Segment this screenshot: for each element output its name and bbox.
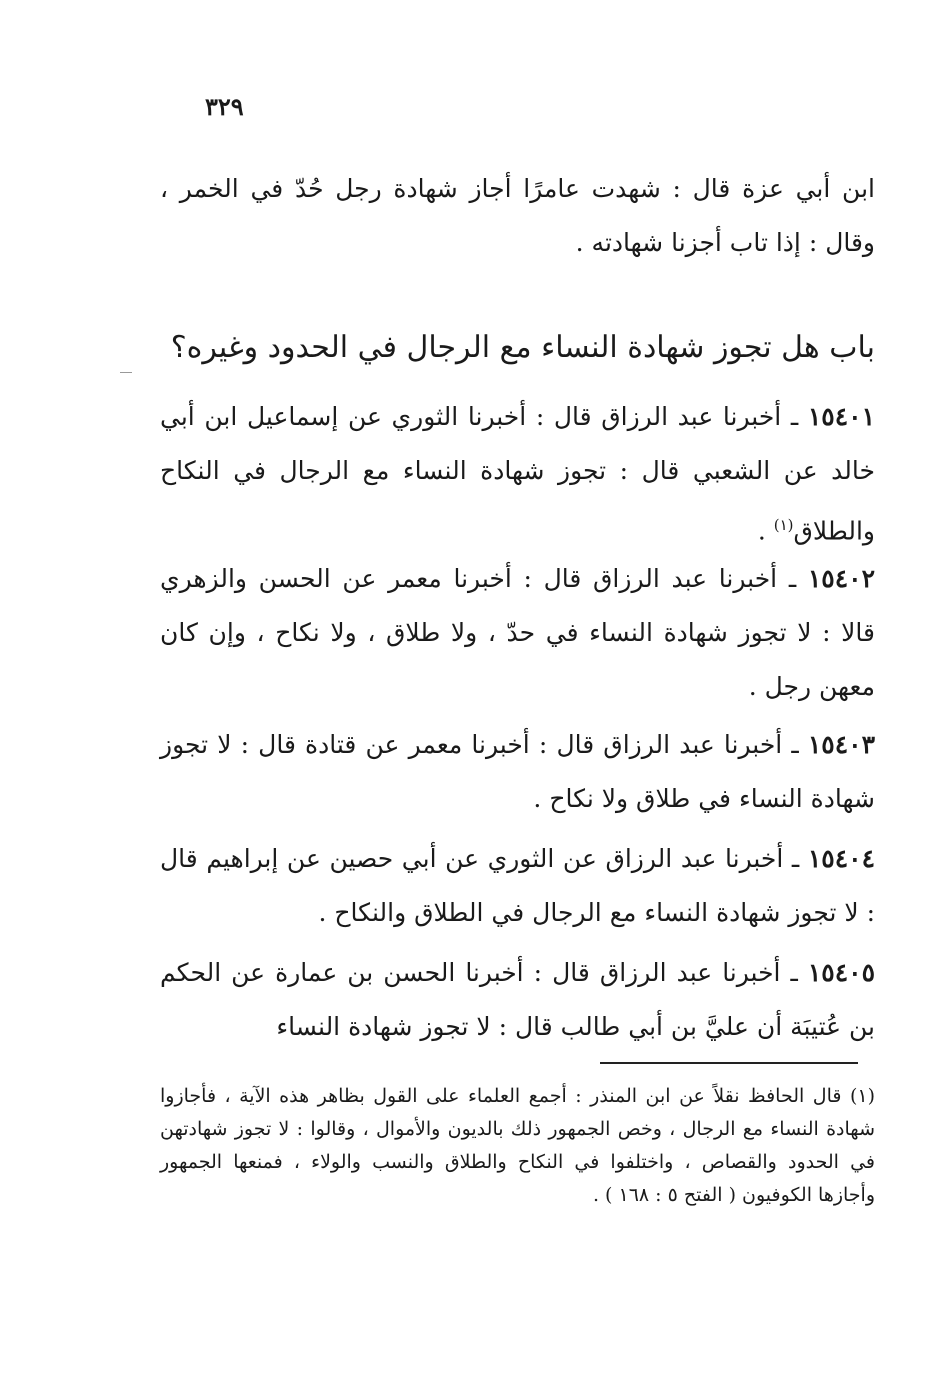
hadith-number: ١٥٤٠٢: [807, 564, 875, 593]
hadith-number: ١٥٤٠١: [807, 402, 875, 431]
footnote-reference: (١): [773, 516, 794, 534]
intro-paragraph: [160, 162, 875, 270]
intro-text: ابن أبي عزة قال : شهدت عامرًا أجاز شهادة رجل حُدّ في الخمر ، وقال : إذا تاب أجزنا شهادته .: [160, 174, 875, 257]
hadith-number: ١٥٤٠٥: [807, 958, 875, 987]
footnote-divider: [600, 1062, 858, 1064]
chapter-heading-block: [160, 328, 875, 368]
hadith-tail: .: [757, 516, 774, 546]
hadith-text: ـ أخبرنا عبد الرزاق قال : أخبرنا الثوري عن إسماعيل ابن أبي خالد عن الشعبي قال : تجوز شهادة النساء مع الرجال في النكاح والطلاق: [160, 402, 875, 546]
page-number: ٣٢٩: [205, 92, 244, 121]
hadith-number: ١٥٤٠٣: [807, 730, 875, 759]
footnote-text: قال الحافظ نقلاً عن ابن المنذر : أجمع العلماء على القول بظاهر هذه الآية ، فأجازوا شهادة النساء مع الرجال ، وخص الجمهور ذلك بالديون والأموال ، وقالوا : لا تجوز شهادتهن في الحدود والقصاص ، واختلفوا في النكاح والطلاق والنسب والولاء ، فمنعها الجمهور وأجازها الكوفيون ( الفتح ٥ : ١٦٨ ) .: [160, 1085, 875, 1206]
margin-mark: [120, 372, 132, 373]
hadith-text: ـ أخبرنا عبد الرزاق عن الثوري عن أبي حصين عن إبراهيم قال : لا تجوز شهادة النساء مع الرجال في الطلاق والنكاح .: [160, 844, 875, 927]
hadith-15401: [160, 390, 875, 558]
hadith-text: ـ أخبرنا عبد الرزاق قال : أخبرنا الحسن بن عمارة عن الحكم بن عُتيبَة أن عليَّ بن أبي طالب قال : لا تجوز شهادة النساء: [160, 958, 875, 1041]
footnote-marker: (١): [849, 1085, 875, 1107]
hadith-15405: [160, 946, 875, 1054]
hadith-text: ـ أخبرنا عبد الرزاق قال : أخبرنا معمر عن الحسن والزهري قالا : لا تجوز شهادة النساء في حدّ ، ولا طلاق ، ولا نكاح ، وإن كان معهن رجل .: [160, 564, 875, 701]
footnotes-section: [160, 1080, 875, 1212]
hadith-text: ـ أخبرنا عبد الرزاق قال : أخبرنا معمر عن قتادة قال : لا تجوز شهادة النساء في طلاق ولا نكاح .: [160, 730, 875, 813]
hadith-number: ١٥٤٠٤: [807, 844, 876, 873]
hadith-15402: [160, 552, 875, 714]
hadith-15404: [160, 832, 875, 940]
chapter-heading: باب هل تجوز شهادة النساء مع الرجال في الحدود وغيره؟: [170, 330, 875, 365]
hadith-15403: [160, 718, 875, 826]
